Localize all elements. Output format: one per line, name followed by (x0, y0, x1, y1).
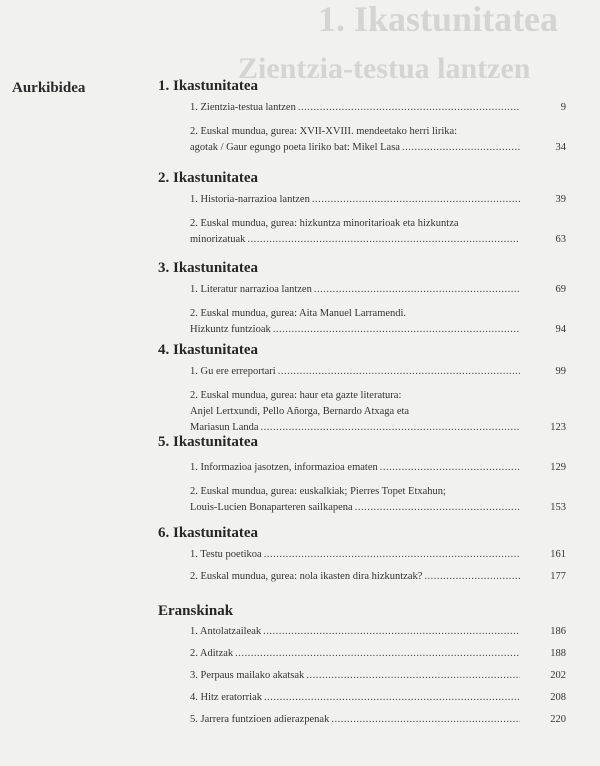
section-title: 5. Ikastunitatea (158, 434, 259, 450)
section-title: 4. Ikastunitatea (158, 342, 259, 358)
page-number: 123 (550, 422, 566, 433)
leader-dots (402, 140, 520, 156)
toc-entry-text: 1. Testu poetikoa (190, 549, 262, 560)
section-title: 3. Ikastunitatea (158, 260, 259, 276)
toc-entry-text: Mariasun Landa (190, 422, 259, 433)
section-title: 2. Ikastunitatea (158, 170, 259, 186)
leader-dots (264, 690, 520, 706)
toc-entry[interactable] (190, 460, 520, 476)
toc-entry-text: 2. Aditzak (190, 648, 234, 659)
toc-entry[interactable] (190, 646, 520, 662)
leader-dots (312, 192, 520, 208)
toc-entry-text: 2. Euskal mundua, gurea: hizkuntza minoritarioak eta hizkuntza (190, 218, 459, 229)
page-number: 69 (555, 284, 566, 295)
toc-entry-text: 2. Euskal mundua, gurea: Aita Manuel Larramendi. (190, 308, 407, 319)
page-number: 208 (550, 692, 566, 703)
toc-entry-text: 1. Literatur narrazioa lantzen (190, 284, 312, 295)
toc-entry[interactable] (190, 569, 520, 585)
toc-entry-text: Louis-Lucien Bonaparteren sailkapena (190, 502, 353, 513)
page-number: 34 (555, 142, 566, 153)
toc-entry-text: 2. Euskal mundua, gurea: euskalkiak; Pierres Topet Etxahun; (190, 486, 446, 497)
toc-entry-text: minorizatuak (190, 234, 246, 245)
toc-entry[interactable] (190, 192, 520, 208)
toc-entry-text: 1. Gu ere erreportari (190, 366, 276, 377)
toc-entry[interactable] (190, 388, 520, 436)
page-number: 153 (550, 502, 566, 513)
page-number: 94 (555, 324, 566, 335)
ghost-unit-title: 1. Ikastunitatea (318, 0, 559, 39)
toc-entry-text: 2. Euskal mundua, gurea: XVII-XVIII. mendeetako herri lirika: (190, 126, 458, 137)
section-title: 6. Ikastunitatea (158, 525, 259, 541)
toc-entry-text: agotak / Gaur egungo poeta liriko bat: Mikel Lasa (190, 142, 400, 153)
toc-entry-text: 3. Perpaus mailako akatsak (190, 670, 305, 681)
toc-entry-text: Anjel Lertxundi, Pello Añorga, Bernardo Atxaga eta (190, 406, 410, 417)
page-number: 63 (555, 234, 566, 245)
toc-entry-text: 2. Euskal mundua, gurea: nola ikasten dira hizkuntzak? (190, 571, 423, 582)
page-number: 9 (560, 102, 566, 113)
page-number: 188 (550, 648, 566, 659)
toc-entry-text: Hizkuntz funtzioak (190, 324, 271, 335)
leader-dots (273, 322, 520, 338)
contents-label: Aurkibidea (12, 80, 86, 96)
leader-dots (380, 460, 520, 476)
section-title: Eranskinak (158, 603, 234, 619)
toc-entry-text: 1. Antolatzaileak (190, 626, 262, 637)
toc-entry-text: 2. Euskal mundua, gurea: haur eta gazte literatura: (190, 390, 402, 401)
toc-entry[interactable] (190, 690, 520, 706)
section-title: 1. Ikastunitatea (158, 78, 259, 94)
leader-dots (355, 500, 520, 516)
toc-entry[interactable] (190, 100, 520, 116)
toc-entry[interactable] (190, 624, 520, 640)
toc-entry[interactable] (190, 364, 520, 380)
leader-dots (298, 100, 520, 116)
page-number: 99 (555, 366, 566, 377)
toc-entry[interactable] (190, 547, 520, 563)
page-number: 220 (550, 714, 566, 725)
leader-dots (247, 232, 520, 248)
page-number: 177 (550, 571, 566, 582)
page-number: 202 (550, 670, 566, 681)
leader-dots (261, 420, 520, 436)
toc-entry[interactable] (190, 282, 520, 298)
leader-dots (235, 646, 520, 662)
toc-entry-text: 1. Informazioa jasotzen, informazioa ematen (190, 462, 378, 473)
ghost-unit-subtitle: Zientzia-testua lantzen (238, 52, 531, 85)
toc-entry-text: 4. Hitz eratorriak (190, 692, 263, 703)
leader-dots (263, 624, 520, 640)
page-number: 39 (555, 194, 566, 205)
leader-dots (424, 569, 520, 585)
toc-entry[interactable] (190, 712, 520, 728)
toc-entry-text: 1. Zientzia-testua lantzen (190, 102, 296, 113)
toc-entry[interactable] (190, 668, 520, 684)
page-number: 186 (550, 626, 566, 637)
page-number: 161 (550, 549, 566, 560)
toc-entry-text: 5. Jarrera funtzioen adierazpenak (190, 714, 330, 725)
leader-dots (278, 364, 520, 380)
toc-entry[interactable] (190, 306, 520, 338)
toc-entry-text: 1. Historia-narrazioa lantzen (190, 194, 310, 205)
toc-entry[interactable] (190, 124, 520, 156)
toc-entry[interactable] (190, 484, 520, 516)
leader-dots (306, 668, 520, 684)
page-number: 129 (550, 462, 566, 473)
leader-dots (331, 712, 520, 728)
leader-dots (314, 282, 520, 298)
leader-dots (264, 547, 520, 563)
toc-entry[interactable] (190, 216, 520, 248)
